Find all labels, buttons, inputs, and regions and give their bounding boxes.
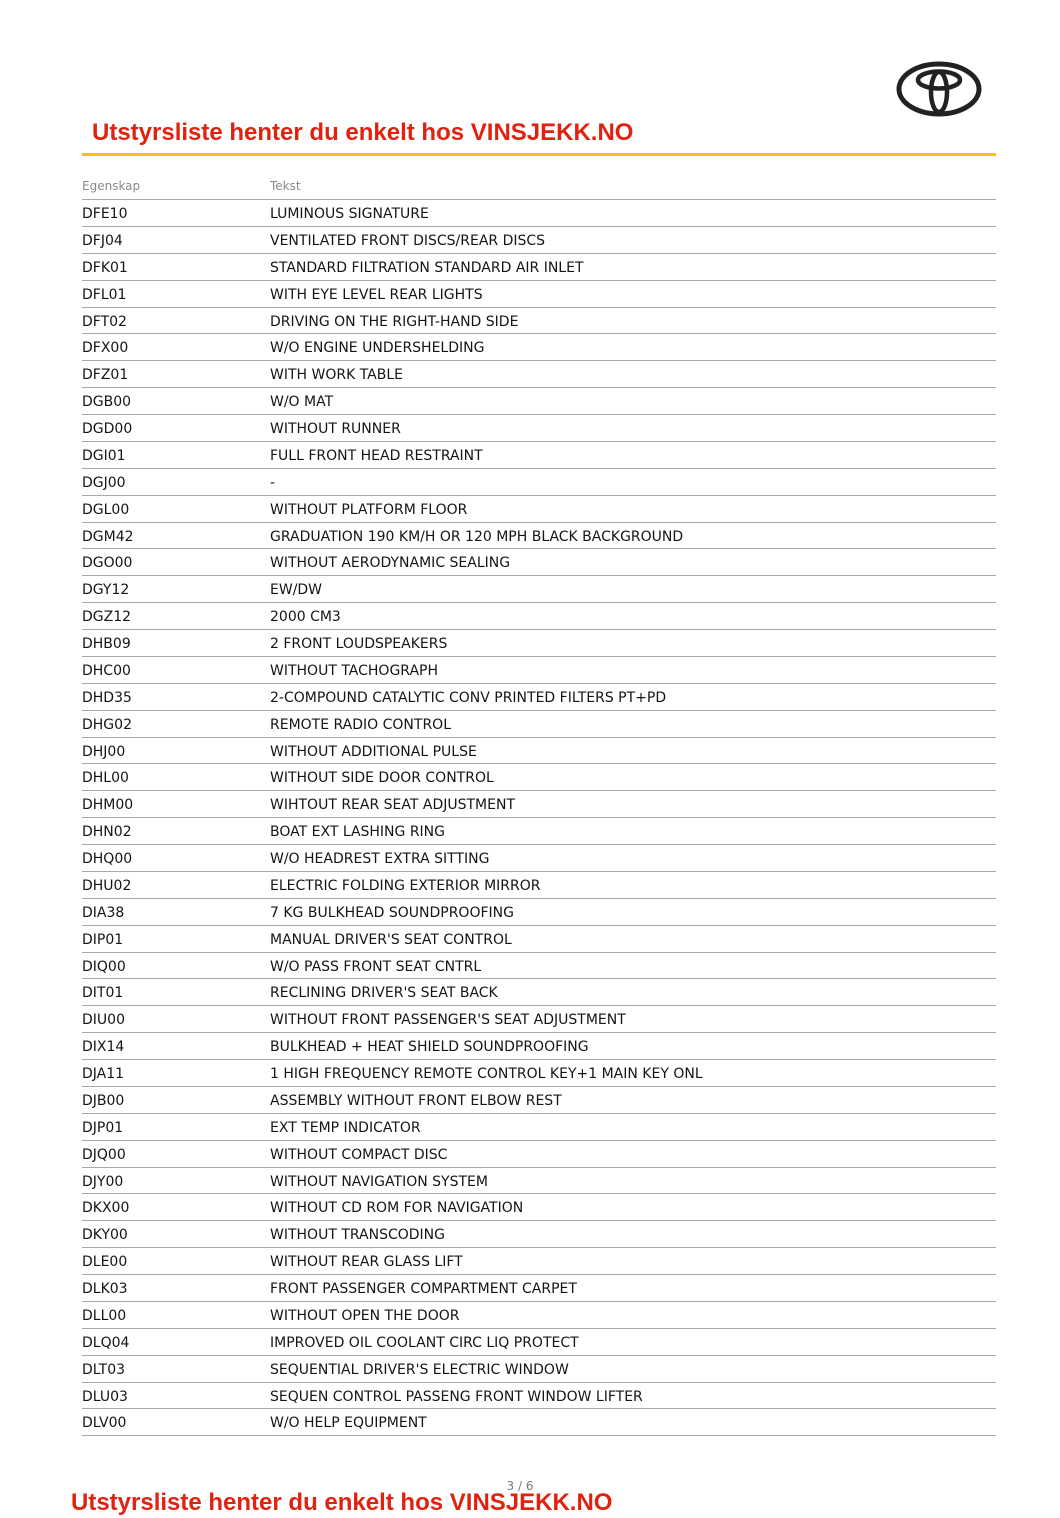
table-row <box>82 1409 996 1436</box>
table-row <box>82 415 996 442</box>
cell-tekst: WITHOUT OPEN THE DOOR <box>270 1307 460 1324</box>
cell-egenskap: DGD00 <box>82 421 133 437</box>
cell-tekst: ASSEMBLY WITHOUT FRONT ELBOW REST <box>270 1092 562 1109</box>
table-row <box>82 764 996 791</box>
cell-tekst: ELECTRIC FOLDING EXTERIOR MIRROR <box>270 877 541 894</box>
table-row <box>82 227 996 254</box>
table-row <box>82 899 996 926</box>
cell-tekst: W/O PASS FRONT SEAT CNTRL <box>270 958 482 975</box>
table-row <box>82 200 996 227</box>
cell-tekst: RECLINING DRIVER'S SEAT BACK <box>270 985 498 1002</box>
cell-tekst: WITHOUT AERODYNAMIC SEALING <box>270 555 511 572</box>
column-header-tekst: Tekst <box>270 179 301 193</box>
table-row <box>82 1033 996 1060</box>
table-row <box>82 1168 996 1195</box>
cell-tekst: W/O HEADREST EXTRA SITTING <box>270 851 490 867</box>
title-underline <box>82 153 996 156</box>
cell-egenskap: DFX00 <box>82 340 129 357</box>
cell-egenskap: DFK01 <box>82 259 128 276</box>
cell-egenskap: DJA11 <box>82 1066 125 1082</box>
cell-tekst: WITHOUT NAVIGATION SYSTEM <box>270 1173 488 1190</box>
cell-egenskap: DGL00 <box>82 501 130 518</box>
table-row <box>82 657 996 684</box>
cell-tekst: WITHOUT SIDE DOOR CONTROL <box>270 770 494 787</box>
table-row <box>82 926 996 953</box>
cell-egenskap: DGI01 <box>82 447 126 464</box>
equipment-table <box>82 174 996 1436</box>
cell-egenskap: DFT02 <box>82 313 127 330</box>
cell-egenskap: DIX14 <box>82 1039 125 1056</box>
cell-tekst: BULKHEAD + HEAT SHIELD SOUNDPROOFING <box>270 1039 589 1056</box>
cell-egenskap: DHB09 <box>82 636 131 652</box>
table-row <box>82 576 996 603</box>
cell-egenskap: DHU02 <box>82 877 132 894</box>
table-row <box>82 1302 996 1329</box>
table-row <box>82 334 996 361</box>
page-number: 3 / 6 <box>506 1479 534 1493</box>
cell-egenskap: DHC00 <box>82 662 131 679</box>
cell-egenskap: DKY00 <box>82 1227 128 1244</box>
cell-tekst: WITHOUT COMPACT DISC <box>270 1146 448 1163</box>
table-row <box>82 1275 996 1302</box>
table-row <box>82 979 996 1006</box>
table-row <box>82 684 996 711</box>
table-header-row <box>82 174 996 200</box>
cell-egenskap: DJP01 <box>82 1119 124 1136</box>
cell-egenskap: DIQ00 <box>82 958 126 975</box>
cell-egenskap: DFL01 <box>82 286 127 303</box>
table-row <box>82 1060 996 1087</box>
cell-tekst: FRONT PASSENGER COMPARTMENT CARPET <box>270 1281 577 1297</box>
cell-tekst: WITHOUT ADDITIONAL PULSE <box>270 743 477 760</box>
cell-tekst: EXT TEMP INDICATOR <box>270 1119 421 1136</box>
cell-egenskap: DJY00 <box>82 1173 124 1190</box>
cell-egenskap: DJB00 <box>82 1092 125 1109</box>
cell-tekst: IMPROVED OIL COOLANT CIRC LIQ PROTECT <box>270 1334 579 1351</box>
cell-tekst: WITHOUT RUNNER <box>270 421 401 437</box>
table-row <box>82 496 996 523</box>
cell-tekst: BOAT EXT LASHING RING <box>270 824 446 841</box>
cell-egenskap: DLU03 <box>82 1388 128 1405</box>
table-row <box>82 1087 996 1114</box>
cell-egenskap: DFZ01 <box>82 367 129 384</box>
cell-tekst: WITHOUT TACHOGRAPH <box>270 662 438 679</box>
cell-tekst: WIHTOUT REAR SEAT ADJUSTMENT <box>270 797 515 814</box>
table-body <box>82 200 996 1436</box>
cell-egenskap: DHQ00 <box>82 851 133 867</box>
cell-egenskap: DLQ04 <box>82 1334 130 1351</box>
cell-egenskap: DLT03 <box>82 1361 126 1378</box>
table-row <box>82 818 996 845</box>
cell-tekst: WITHOUT TRANSCODING <box>270 1227 445 1244</box>
cell-egenskap: DHG02 <box>82 716 132 733</box>
table-row <box>82 1141 996 1168</box>
table-row <box>82 523 996 550</box>
cell-egenskap: DLV00 <box>82 1415 127 1432</box>
table-row <box>82 361 996 388</box>
table-row <box>82 1194 996 1221</box>
cell-tekst: 2 FRONT LOUDSPEAKERS <box>270 636 448 652</box>
table-row <box>82 469 996 496</box>
cell-tekst: W/O MAT <box>270 394 334 411</box>
page-title: Utstyrsliste henter du enkelt hos VINSJEKK.NO <box>92 119 634 146</box>
toyota-logo-icon <box>896 60 982 118</box>
cell-egenskap: DGB00 <box>82 394 132 411</box>
table-row <box>82 953 996 980</box>
cell-egenskap: DFE10 <box>82 206 128 222</box>
table-row <box>82 872 996 899</box>
cell-tekst: GRADUATION 190 KM/H OR 120 MPH BLACK BACKGROUND <box>270 528 684 545</box>
cell-tekst: MANUAL DRIVER'S SEAT CONTROL <box>270 931 512 948</box>
column-header-egenskap: Egenskap <box>82 179 141 193</box>
cell-tekst: W/O HELP EQUIPMENT <box>270 1415 427 1432</box>
cell-tekst: FULL FRONT HEAD RESTRAINT <box>270 447 483 464</box>
cell-tekst: WITHOUT PLATFORM FLOOR <box>270 501 468 518</box>
cell-tekst: REMOTE RADIO CONTROL <box>270 716 452 733</box>
table-row <box>82 388 996 415</box>
cell-tekst: WITHOUT CD ROM FOR NAVIGATION <box>270 1200 524 1217</box>
table-row <box>82 1329 996 1356</box>
cell-egenskap: DGJ00 <box>82 474 126 491</box>
table-row <box>82 1356 996 1383</box>
cell-tekst: EW/DW <box>270 582 323 599</box>
cell-tekst: W/O ENGINE UNDERSHELDING <box>270 340 485 357</box>
cell-egenskap: DLK03 <box>82 1281 128 1297</box>
table-row <box>82 845 996 872</box>
cell-tekst: 2-COMPOUND CATALYTIC CONV PRINTED FILTERS PT+PD <box>270 689 667 706</box>
table-row <box>82 442 996 469</box>
cell-egenskap: DGZ12 <box>82 609 132 626</box>
table-row <box>82 630 996 657</box>
cell-egenskap: DIT01 <box>82 985 124 1002</box>
cell-tekst: 7 KG BULKHEAD SOUNDPROOFING <box>270 904 514 921</box>
cell-egenskap: DLL00 <box>82 1307 127 1324</box>
cell-tekst: 2000 CM3 <box>270 609 341 626</box>
table-row <box>82 1114 996 1141</box>
table-row <box>82 1221 996 1248</box>
cell-egenskap: DIA38 <box>82 904 125 921</box>
cell-egenskap: DHN02 <box>82 824 132 841</box>
cell-egenskap: DKX00 <box>82 1200 130 1217</box>
cell-tekst: WITH EYE LEVEL REAR LIGHTS <box>270 286 483 303</box>
cell-tekst: VENTILATED FRONT DISCS/REAR DISCS <box>270 232 546 249</box>
table-row <box>82 1006 996 1033</box>
footer-title: Utstyrsliste henter du enkelt hos VINSJEKK.NO <box>71 1489 613 1516</box>
table-row <box>82 603 996 630</box>
cell-egenskap: DHJ00 <box>82 743 126 760</box>
cell-tekst: SEQUEN CONTROL PASSENG FRONT WINDOW LIFTER <box>270 1388 643 1405</box>
cell-tekst: STANDARD FILTRATION STANDARD AIR INLET <box>270 259 584 276</box>
cell-tekst: WITH WORK TABLE <box>270 367 404 384</box>
cell-egenskap: DIP01 <box>82 931 124 948</box>
table-row <box>82 791 996 818</box>
cell-tekst: WITHOUT FRONT PASSENGER'S SEAT ADJUSTMENT <box>270 1012 626 1029</box>
table-row <box>82 1248 996 1275</box>
cell-egenskap: DHM00 <box>82 797 134 814</box>
cell-egenskap: DLE00 <box>82 1254 128 1271</box>
table-row <box>82 308 996 335</box>
cell-egenskap: DGY12 <box>82 582 130 599</box>
cell-tekst: WITHOUT REAR GLASS LIFT <box>270 1254 463 1271</box>
cell-egenskap: DIU00 <box>82 1012 125 1029</box>
table-row <box>82 281 996 308</box>
table-row <box>82 549 996 576</box>
table-row <box>82 738 996 765</box>
cell-egenskap: DFJ04 <box>82 232 123 249</box>
cell-tekst: DRIVING ON THE RIGHT-HAND SIDE <box>270 313 519 330</box>
cell-egenskap: DJQ00 <box>82 1146 126 1163</box>
cell-tekst: 1 HIGH FREQUENCY REMOTE CONTROL KEY+1 MAIN KEY ONL <box>270 1066 703 1082</box>
table-row <box>82 1383 996 1410</box>
table-row <box>82 254 996 281</box>
cell-tekst: SEQUENTIAL DRIVER'S ELECTRIC WINDOW <box>270 1361 569 1378</box>
cell-tekst: - <box>270 474 276 491</box>
cell-egenskap: DHL00 <box>82 770 129 787</box>
cell-egenskap: DGO00 <box>82 555 133 572</box>
cell-tekst: LUMINOUS SIGNATURE <box>270 206 429 222</box>
cell-egenskap: DHD35 <box>82 689 132 706</box>
table-row <box>82 711 996 738</box>
cell-egenskap: DGM42 <box>82 528 134 545</box>
